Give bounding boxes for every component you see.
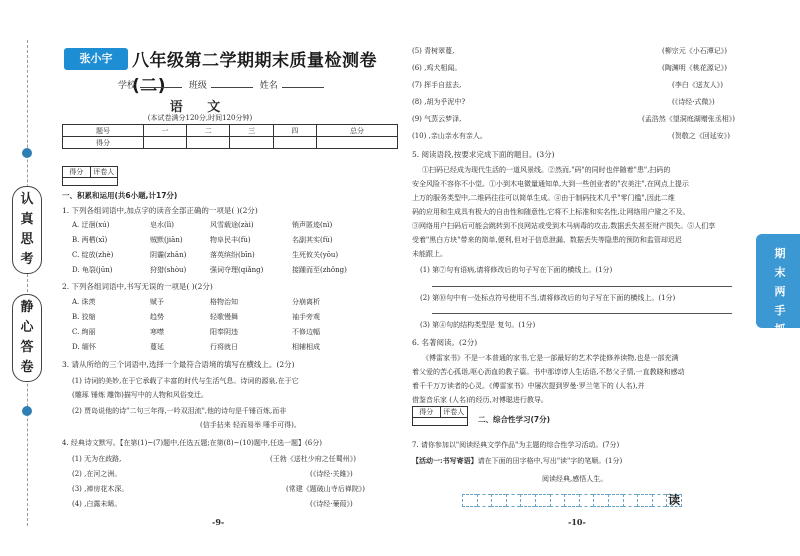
writing-grid[interactable] — [462, 494, 682, 507]
activity-1: 【活动一:书写寄语】请在下面的田字格中,写出"读"字的笔顺。(1分) — [412, 456, 623, 465]
question-3: 3. 请从所给的三个词语中,选择一个最符合语境的填写在横线上。(2分) — [62, 360, 295, 369]
subject-title: 语 文 — [169, 100, 231, 115]
question-1: 1. 下列各组词语中,加点字的读音全部正确的一项是( )(2分) — [62, 206, 258, 215]
recite-line: (3) ,禅房花木深。 — [72, 485, 129, 493]
school-field[interactable] — [140, 87, 182, 88]
binding-hole-bottom — [22, 406, 32, 416]
score-cell[interactable] — [273, 137, 316, 149]
recite-line: (4) ,白露未晞。 — [72, 500, 122, 508]
recite-source: (王勃《送杜少府之任蜀州》) — [270, 455, 356, 463]
grader-box: 得分 评卷人 — [412, 406, 468, 426]
recite-source: (贺敬之《回延安》) — [672, 132, 730, 140]
name-field[interactable] — [282, 87, 324, 88]
recite-source: (柳宗元《小石潭记》) — [662, 47, 727, 55]
recite-line: (9) 气蒸云梦泽, — [412, 115, 462, 123]
score-value-row: 得分 — [63, 137, 398, 149]
recite-source: (常建《题破山寺后禅院》) — [286, 485, 365, 493]
question-3-2-options: (信手拈来 轻而易举 唾手可得)。 — [200, 421, 301, 429]
score-cell[interactable] — [316, 137, 397, 149]
question-5: 5. 阅读语段,按要求完成下面的题目。(3分) — [412, 150, 555, 159]
score-table — [62, 124, 398, 149]
class-field[interactable] — [211, 87, 253, 88]
grid-char: 读 — [668, 493, 681, 507]
score-header-row: 题号 一 二 三 四 总分 — [63, 125, 398, 137]
recite-source: (《诗经·关雎》) — [310, 470, 353, 478]
binding-hole-top — [22, 148, 32, 158]
recite-line: (10) ,亲山亲水有亲人。 — [412, 132, 487, 140]
score-cell[interactable] — [230, 137, 273, 149]
recite-line: (8) ,胡为乎泥中? — [412, 98, 466, 106]
question-5-1: (1) 第⑦句有语病,请将修改后的句子写在下面的横线上。(1分) — [420, 266, 613, 274]
exam-note: (本试卷满分120分,时间120分钟) — [147, 114, 253, 122]
exam-title: 八年级第二学期期末质量检测卷(二) — [132, 51, 377, 96]
recite-source: (李白《送友人》) — [672, 81, 723, 89]
page-number: -10- — [568, 517, 586, 527]
question-6: 6. 名著阅读。(2分) — [412, 338, 478, 347]
grader-box: 得分 评卷人 — [62, 166, 118, 186]
recite-source: (孟浩然《望洞庭湖赠张丞相》) — [642, 115, 735, 123]
question-7: 7. 请你参加以"阅读经典文学作品"为主题的综合性学习活动。(7分) — [412, 441, 620, 449]
question-3-2: (2) 贾岛说他的诗"二句三年得,一吟双泪流",他的诗句是千锤百炼,而非 — [72, 407, 287, 415]
recite-line: (6) ,鸡犬相闻。 — [412, 64, 462, 72]
recite-source: (《诗经·式微》) — [672, 98, 715, 106]
question-2: 2. 下列各组词语中,书写无误的一项是( )(2分) — [62, 282, 213, 291]
left-page: 认 真 思 考 静 心 答 卷 张小宇 八年级第二学期期末质量检测卷(二) 学校 班级 姓名 语 文 (本试卷满分120分,时间120分钟) 题号 一 二 三 四 总分 得分 得分 评卷人 一、积累和运用(共6小题,计17分) 1. 下列各组词语中,加点字的读音全部正确的一项是( )(2分) A. 迂徊(xú) 皂水(lì) 风雪载途(zài) 销声匿迹(nì) B. 两栖(xī) 贼默(jiān) 物阜民丰(fù) 名副其实(fù) C. 绽放(zhè) 阴霾(zhān) 落英缤纷(bīn) 生死攸关(yōu) D. 龟裂(jūn) 狩猎(shòu) 强词夺理(qiǎng) 接踵而至(zhǒng) 2. 下列各组词语中,书写无误的一项是( )(2分) A. 诛羡 赋予 格物治知 分崩离析 B. 狡缩 趋势 轻歌慢舞 袖手旁观 C. 绚丽 寒噤 阳奉阴违 不修边幅 D. 缅怀 蔓延 行将就日 相辅相成 3. 请从所给的三个词语中,选择一个最符合语境的填写在横线上。(2分) (1) 诗词的美妙,在于它承载了丰富的时代与生活气息。诗词的源泉,在于它 (雕琢 锤炼 雕饰)描写中的人物和风俗变迁。 (2) 贾岛说他的诗"二句三年得,一吟双泪流",他的诗句是千锤百炼,而非 (信手拈来 轻而易举 唾手可得)。 4. 经典诗文默写。【在第(1)~(7)题中,任选五题;在第(8)~(10)题中,任选一题】(6分) (1) 无为在歧路, (王勃《送杜少府之任蜀州》) (2) ,在河之洲。 (《诗经·关雎》) (3) ,禅房花木深。 (常建《题破山寺后禅院》) (4) ,白露未晞。 (《诗经·蒹葭》) -9- — [0, 0, 400, 556]
question-4: 4. 经典诗文默写。【在第(1)~(7)题中,任选五题;在第(8)~(10)题中,任选一题】(6分) — [62, 439, 322, 447]
recite-line: (5) 青树翠蔓, — [412, 47, 455, 55]
score-cell[interactable] — [187, 137, 230, 149]
recite-line: (7) 挥手自兹去, — [412, 81, 462, 89]
motto-think: 认 真 思 考 — [12, 186, 42, 274]
question-5-3: (3) 第④句的结构类型是 复句。(1分) — [420, 321, 536, 329]
motto-answer: 静 心 答 卷 — [12, 294, 42, 382]
grid-prompt: 阅读经典,感悟人生。 — [542, 475, 608, 483]
recite-source: (《诗经·蒹葭》) — [310, 500, 353, 508]
side-tab: 期 末 两 手 抓 — [756, 234, 800, 328]
recite-source: (陶渊明《桃花源记》) — [662, 64, 727, 72]
page-number: -9- — [212, 517, 225, 527]
brand-logo: 张小宇 — [64, 48, 128, 70]
section-2-title: 二、综合性学习(7分) — [478, 415, 551, 424]
question-3-1-options: (雕琢 锤炼 雕饰)描写中的人物和风俗变迁。 — [72, 391, 208, 399]
answer-line[interactable] — [432, 313, 732, 314]
right-page: (5) 青树翠蔓, (柳宗元《小石潭记》) (6) ,鸡犬相闻。 (陶渊明《桃花源记》) (7) 挥手自兹去, (李白《送友人》) (8) ,胡为乎泥中? (《诗经·式微》) (9) 气蒸云梦泽, (孟浩然《望洞庭湖赠张丞相》) (10) ,亲山亲水有亲人。 (贺敬之《回延安》) 5. 阅读语段,按要求完成下面的题目。(3分) ①扫码已经成为现代生活的一道风景线。②然而,"码"的同时也伴随着"患",扫码的 安全风险不容你不小觉。①小到木电微量通知单,大到一些创业者的"衣美注",在网点上提示 上万的服务类型中,二维码往往可以简单生成。④由于制码技术几乎"零门槛",因此二维 码的应用和生成具有极大的自由性和随意性,它将不上标准和实名性,让网络用户避之不及。 ③网络用户扫码后可能会跳转到不良网站或受到木马病毒的攻击,数据丢失甚至财产损失。⑤人们享 受着"黑白方块"带来的简单,便利,但对于信息泄漏、数据丢失等隐患的预防和监管却迟迟 未能跟上。 (1) 第⑦句有语病,请将修改后的句子写在下面的横线上。(1分) (2) 第⑩句中有一处标点符号使用不当,请将修改后的句子写在下面的横线上。(1分) (3) 第④句的结构类型是 复句。(1分) 6. 名著阅读。(2分) 《傅雷家书》不是一本普通的家书,它是一部最好的艺术学徒修养读物,也是一部充满 着父爱的苦心孤诣,呕心沥血的教子篇。书中那谆谆人生话语,不愁父子情,一直教晓和感动 着千千万万读者的心灵。《傅雷家书》中屡次提到罗曼·罗兰笔下的 (人名),并 借鉴音乐家 (人名)的经历,对傅聪进行教导。 得分 评卷人 二、综合性学习(7分) 7. 请你参加以"阅读经典文学作品"为主题的综合性学习活动。(7分) 【活动一:书写寄语】请在下面的田字格中,写出"读"字的笔顺。(1分) 阅读经典,感悟人生。 读 -10- 期 末 两 手 抓 — [400, 0, 800, 556]
student-info: 学校 班级 姓名 — [118, 78, 328, 91]
question-3-1: (1) 诗词的美妙,在于它承载了丰富的时代与生活气息。诗词的源泉,在于它 — [72, 377, 299, 385]
recite-line: (1) 无为在歧路, — [72, 455, 122, 463]
answer-line[interactable] — [432, 286, 732, 287]
section-1-title: 一、积累和运用(共6小题,计17分) — [62, 191, 178, 200]
score-cell[interactable] — [144, 137, 187, 149]
recite-line: (2) ,在河之洲。 — [72, 470, 122, 478]
question-5-2: (2) 第⑩句中有一处标点符号使用不当,请将修改后的句子写在下面的横线上。(1分) — [420, 294, 676, 302]
